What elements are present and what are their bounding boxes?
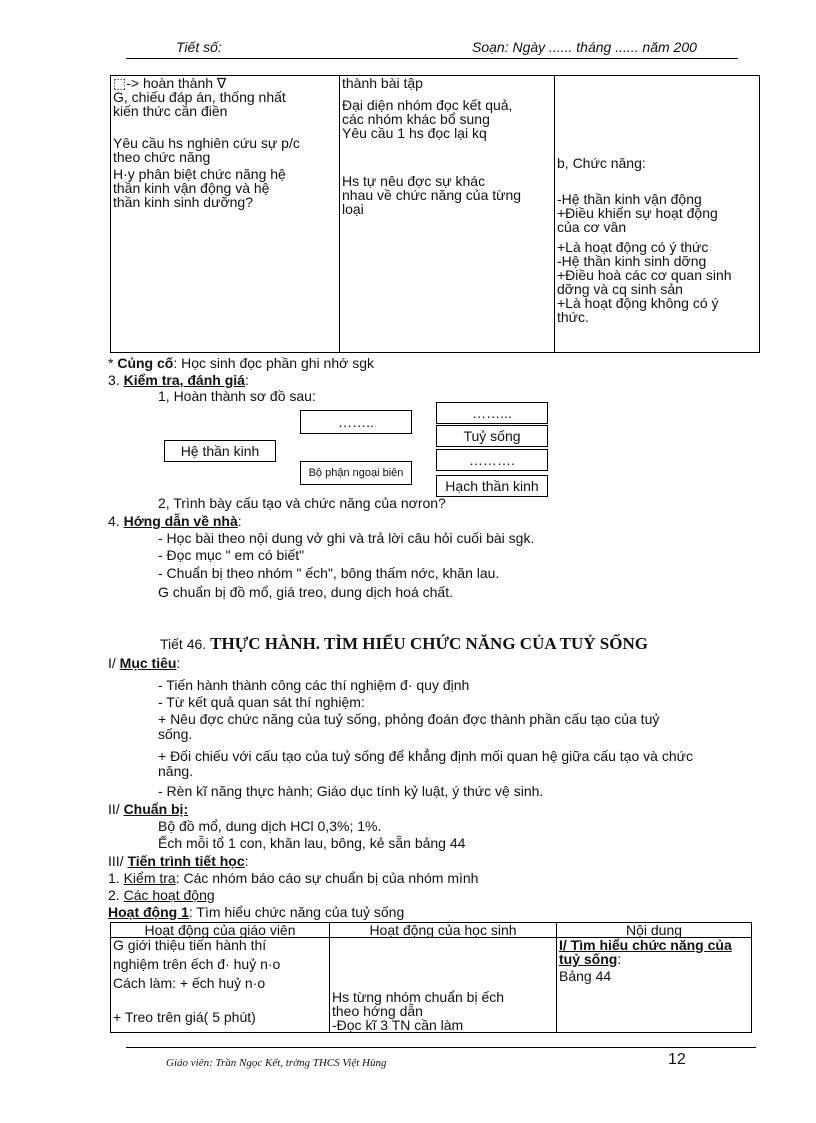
objective-line: + Nêu đợc chức năng của tuỷ sống, phỏng đoán đợc thành phần cấu tạo của tuỷ (158, 711, 660, 727)
consolidation-line (108, 356, 374, 371)
cell-line: + Treo trên giá( 5 phút) (113, 1009, 256, 1025)
colon: : (617, 951, 622, 967)
cell-line: -Đọc kĩ 3 TN cần làm (332, 1017, 464, 1033)
section-number: 3. (108, 372, 124, 388)
diagram-ganglion: Hạch thần kinh (436, 475, 548, 497)
cell-line: -Hệ thần kinh sinh dỡng (557, 253, 707, 269)
cell-line: +Là hoạt động không có ý (557, 295, 719, 311)
section-number: III/ (108, 853, 128, 869)
activities-label: Các hoạt động (123, 887, 215, 903)
activity-table (110, 922, 752, 1033)
objective-line: sống. (158, 726, 193, 742)
diagram-blank-center: …….. (300, 410, 412, 434)
preparation-line: Bộ đồ mổ, dung dịch HCl 0,3%; 1%. (158, 818, 382, 834)
colon: : (244, 853, 249, 869)
assessment-label: Kiểm tra, đánh giá (123, 372, 245, 388)
cell-line: thần kinh vận động và hệ (113, 180, 270, 196)
cell-line: G, chiếu đáp án, thống nhất (113, 89, 286, 105)
cell-line: +Điều khiển sự hoạt động (557, 205, 718, 221)
content-cell (557, 938, 752, 1033)
page-footer (126, 1047, 756, 1072)
header-content: Nội dung (557, 923, 752, 938)
cell-line: thức. (557, 309, 589, 325)
objective-line: - Rèn kĩ năng thực hành; Giáo dục tính kỷ luật, ý thức vệ sinh. (158, 783, 544, 799)
header-student: Hoạt động của học sinh (330, 923, 557, 938)
cell-line: theo chức năng (113, 149, 211, 165)
homework-line: - Chuẩn bị theo nhóm " ếch", bông thấm nớc, khăn lau. (158, 565, 500, 581)
cell-line: nhau về chức năng của từng (342, 187, 522, 203)
cell-line: thành bài tập (342, 75, 423, 91)
objectives-label: Mục tiêu (119, 655, 177, 671)
homework-label: Hớng dẫn về nhà (123, 513, 238, 529)
function-table (110, 75, 760, 353)
lesson-number: Tiết 46. (160, 636, 207, 652)
check-text: : Các nhóm báo cáo sự chuẩn bị của nhóm mình (175, 870, 479, 886)
bullet-star: * (108, 355, 118, 371)
homework-line: G chuẩn bị đồ mổ, giá treo, dung dịch hoá chất. (158, 584, 453, 600)
consolidation-text: : Học sinh đọc phần ghi nhớ sgk (173, 355, 374, 371)
diagram-nervous-system: Hệ thần kinh (164, 440, 276, 462)
section-number: 4. (108, 513, 124, 529)
check-label: Kiểm tra (123, 870, 176, 886)
lesson-heading: THỰC HÀNH. TÌM HIỂU CHỨC NĂNG CỦA TUỶ SỐNG (210, 634, 648, 653)
teacher-activity-cell (111, 76, 340, 353)
student-activity-cell (340, 76, 555, 353)
cell-line: thần kinh sinh dưỡng? (113, 194, 253, 210)
process-heading (108, 854, 249, 869)
cell-line: loại (342, 201, 364, 217)
activity-1-line (108, 905, 404, 920)
header-teacher: Hoạt động của giáo viên (111, 923, 330, 938)
question-2: 2, Trình bày cấu tạo và chức năng của nơron? (158, 495, 446, 511)
cell-line: dỡng và cq sinh sản (557, 281, 683, 297)
assessment-heading (108, 373, 249, 388)
preparation-heading (108, 802, 188, 817)
colon: : (244, 372, 249, 388)
section-number: 2. (108, 887, 124, 903)
diagram-blank-right-top: ……... (436, 402, 548, 424)
cell-line: b, Chức năng: (557, 155, 646, 171)
cell-line: kiến thức cần điền (113, 103, 228, 119)
cell-line: nghiệm trên ếch đ· huỷ n·o (113, 956, 281, 972)
activities-line (108, 888, 215, 903)
cell-line: của cơ vân (557, 219, 627, 235)
diagram-peripheral: Bộ phận ngoại biên (300, 461, 412, 485)
section-number: 1. (108, 870, 124, 886)
question-1: 1, Hoàn thành sơ đồ sau: (158, 388, 316, 404)
content-cell (555, 76, 760, 353)
colon: : (176, 655, 181, 671)
cell-line: Hs tự nêu đợc sự khác (342, 173, 486, 189)
cell-line: +Là hoạt động có ý thức (557, 239, 709, 255)
lesson-number-label: Tiết số: (176, 39, 222, 55)
preparation-label: Chuẩn bị: (123, 801, 189, 817)
objective-line: năng. (158, 763, 194, 779)
activity-1-label: Hoạt động 1 (108, 904, 189, 920)
diagram-spinal-cord: Tuỷ sống (436, 425, 548, 447)
cell-line: ⬚-> hoàn thành ∇ (113, 75, 227, 91)
colon: : (237, 513, 242, 529)
homework-line: - Đọc mục " em có biết" (158, 547, 305, 563)
cell-line: Hs từng nhóm chuẩn bị ếch (332, 989, 505, 1005)
page-number: 12 (668, 1051, 686, 1068)
student-activity-cell (330, 938, 557, 1033)
teacher-activity-cell (111, 938, 330, 1033)
cell-line: +Điều hoà các cơ quan sinh (557, 267, 732, 283)
content-title-text: I/ Tìm hiểu chức năng của tuỷ sống (559, 937, 732, 967)
process-label: Tiến trình tiết học (127, 853, 245, 869)
preparation-line: Ếch mỗi tổ 1 con, khăn lau, bông, kẻ sẵn bảng 44 (158, 835, 466, 851)
cell-line: Đại diện nhóm đọc kết quả, (342, 97, 513, 113)
diagram-blank-right-mid: ………. (436, 449, 548, 471)
cell-line: Yêu cầu 1 hs đọc lại kq (342, 125, 487, 141)
section-number: I/ (108, 655, 120, 671)
homework-line: - Học bài theo nội dung vở ghi và trả lời câu hỏi cuối bài sgk. (158, 530, 535, 546)
content-title (559, 938, 749, 966)
cell-line: -Hệ thần kinh vận động (557, 191, 702, 207)
cell-line: Bảng 44 (559, 968, 612, 984)
check-line (108, 871, 478, 886)
lesson-title (160, 636, 648, 652)
date-label: Soạn: Ngày ...... tháng ...... năm 200 (472, 39, 697, 55)
teacher-credit: Giáo viên: Trần Ngọc Kết, trờng THCS Việt Hùng (166, 1057, 387, 1069)
cell-line: G giới thiệu tiến hành thí (113, 937, 267, 953)
page-header (126, 40, 738, 59)
cell-line: theo hớng dẫn (332, 1003, 423, 1019)
objective-line: - Từ kết quả quan sát thí nghiệm: (158, 694, 365, 710)
activity-1-text: : Tìm hiểu chức năng của tuỷ sống (188, 904, 405, 920)
cell-line: Yêu cầu hs nghiên cứu sự p/c (113, 135, 300, 151)
section-number: II/ (108, 801, 124, 817)
cell-line: H·y phân biệt chức năng hệ (113, 166, 286, 182)
objective-line: - Tiến hành thành công các thí nghiệm đ· quy định (158, 677, 470, 693)
cell-line: Cách làm: + ếch huỷ n·o (113, 975, 266, 991)
homework-heading (108, 514, 242, 529)
cell-line: các nhóm khác bổ sung (342, 111, 490, 127)
consolidation-label: Củng cố (117, 355, 174, 371)
objectives-heading (108, 656, 180, 671)
objective-line: + Đối chiếu với cấu tạo của tuỷ sống để khẳng định mối quan hệ giữa cấu tạo và chức (158, 748, 693, 764)
